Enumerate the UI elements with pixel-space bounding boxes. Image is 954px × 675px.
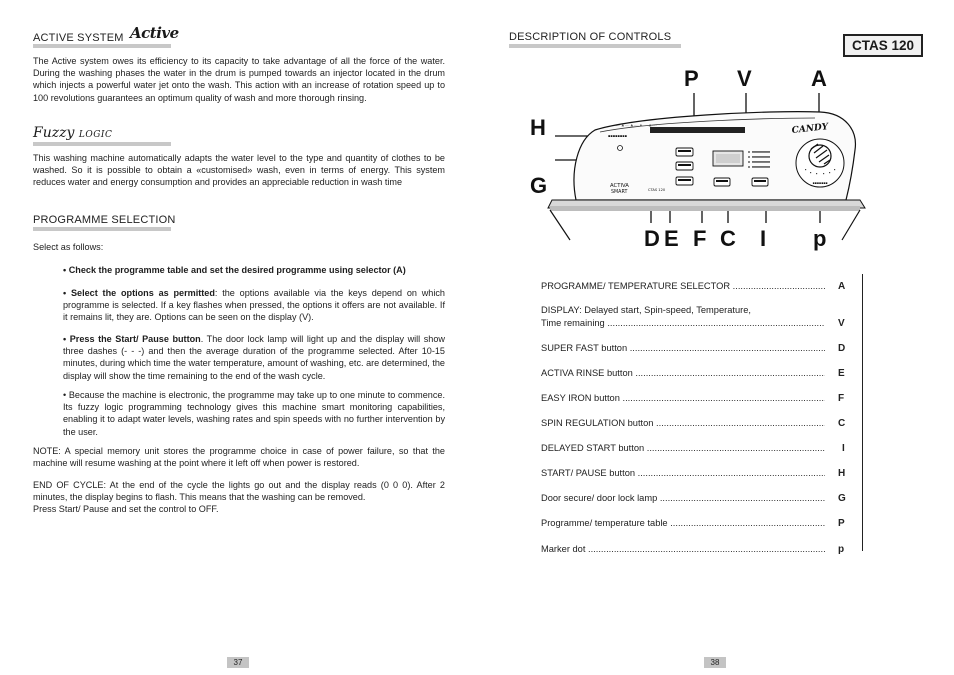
control-letter: p bbox=[838, 544, 845, 555]
control-letter: P bbox=[838, 518, 845, 529]
label-v: V bbox=[737, 66, 752, 91]
bullet-press-start-text: . The door lock lamp will light up and the display will show three dashes (- - -) and then the average duration of the programme selected. After 10-15 minutes, during which time the water temperature, amount of washing, etc. are determined, the display will show the time remaining to the end of the wash cycle. bbox=[63, 334, 445, 381]
bullet-check-table: • Check the programme table and set the desired programme using selector (A) bbox=[63, 265, 406, 275]
divider bbox=[33, 227, 171, 231]
label-p-lower: p bbox=[813, 226, 827, 251]
label-p-upper: P bbox=[684, 66, 699, 91]
end-of-cycle-paragraph: END OF CYCLE: At the end of the cycle the lights go out and the display reads (0 0 0). After 2 minutes, the display begins to flash. This means that the washing can be removed. bbox=[33, 480, 445, 503]
active-system-title: ACTIVE SYSTEM bbox=[33, 32, 124, 44]
control-label: EASY IRON button ..... bbox=[541, 393, 825, 403]
control-label: DELAYED START button ..... bbox=[541, 443, 825, 453]
label-h: H bbox=[530, 115, 546, 140]
page-number-left: 37 bbox=[227, 657, 249, 668]
control-label: DISPLAY: Delayed start, Spin-speed, Temperature, bbox=[541, 305, 751, 315]
control-label: ACTIVA RINSE button ..... bbox=[541, 368, 825, 378]
control-label: SPIN REGULATION button ..... bbox=[541, 418, 825, 428]
model-badge: CTAS 120 bbox=[843, 34, 923, 57]
divider bbox=[33, 142, 171, 146]
panel-model-text: CTAS 120 bbox=[648, 188, 666, 192]
divider bbox=[33, 44, 171, 48]
bullet-electronic: • Because the machine is electronic, the programme may take up to one minute to commence. Its fuzzy logic programming technology gives this machine smart monitoring capabilities, enabling it to adapt water levels, washing rates and spin speeds with no further intervention by the user. bbox=[63, 390, 445, 437]
label-d: D bbox=[644, 226, 660, 251]
control-letter: H bbox=[838, 468, 846, 479]
control-letter: D bbox=[838, 343, 846, 354]
label-i: I bbox=[760, 226, 767, 251]
page-number-right: 38 bbox=[704, 657, 726, 668]
label-a: A bbox=[811, 66, 827, 91]
label-f: F bbox=[693, 226, 707, 251]
bullet-press-start bbox=[63, 333, 445, 382]
note-paragraph: NOTE: A special memory unit stores the programme choice in case of power failure, so that the machine will resume washing at the point where it left off when power is restored. bbox=[33, 446, 445, 469]
bullet-press-start-bold: • Press the Start/ Pause button bbox=[63, 334, 201, 344]
panel-lamp-text: ▪▪▪▪▪▪▪▪ bbox=[608, 134, 627, 138]
control-letter: V bbox=[838, 318, 845, 329]
control-letter: A bbox=[838, 281, 846, 292]
end-of-cycle-instruction: Press Start/ Pause and set the control to OFF. bbox=[33, 504, 219, 514]
divider bbox=[509, 44, 681, 48]
control-label: Door secure/ door lock lamp ..... bbox=[541, 493, 825, 503]
label-e: E bbox=[664, 226, 679, 251]
bullet-select-options bbox=[63, 287, 445, 324]
panel-smart-text: SMART bbox=[611, 190, 628, 195]
panel-strip-text: ..... ▲ .... ▲ .... ▲ .... ▲ .... bbox=[615, 123, 657, 127]
fuzzy-logic-paragraph: This washing machine automatically adapts the water level to the type and quantity of clothes to be washed. So it is possible to obtain a «customised» wash, even in terms of energy. This system reduces water and energy consumption and provides an appreciable reduction in wash time bbox=[33, 153, 445, 188]
select-as-follows: Select as follows: bbox=[33, 242, 104, 252]
control-label: Marker dot ..... bbox=[541, 544, 825, 554]
fuzzy-logic-logo bbox=[33, 125, 112, 141]
control-label: PROGRAMME/ TEMPERATURE SELECTOR ..... bbox=[541, 281, 825, 291]
control-label: Programme/ temperature table ..... bbox=[541, 518, 825, 528]
description-of-controls-title: DESCRIPTION OF CONTROLS bbox=[509, 31, 672, 43]
panel-brand: CANDY bbox=[791, 122, 829, 136]
fuzzy-logo-word: Fuzzy bbox=[33, 125, 75, 141]
bullet-select-options-bold: • Select the options as permitted bbox=[63, 288, 215, 298]
control-label: SUPER FAST button ..... bbox=[541, 343, 825, 353]
control-panel-diagram bbox=[520, 60, 870, 260]
control-letter: F bbox=[838, 393, 845, 404]
programme-table-text: ▪▪▪▪▪▪▪ bbox=[812, 181, 828, 185]
control-letter: G bbox=[838, 493, 846, 504]
control-letter: E bbox=[838, 368, 845, 379]
panel-activa-text: ACTIVA bbox=[610, 183, 629, 189]
control-label: Time remaining ..... bbox=[541, 318, 825, 328]
control-label: START/ PAUSE button ..... bbox=[541, 468, 825, 478]
bullet-select-options-text: : the options available via the keys depend on which programme is selected. If a key flashes when pressed, the options it offers are not available. If it remains lit, they are. Options can be seen on the display (V). bbox=[63, 288, 445, 323]
active-logo: Active bbox=[130, 24, 179, 42]
list-vertical-rule bbox=[862, 274, 863, 551]
control-letter: I bbox=[842, 443, 845, 454]
logic-logo-word: LOGIC bbox=[78, 130, 113, 140]
programme-selection-title: PROGRAMME SELECTION bbox=[33, 214, 176, 226]
label-g: G bbox=[530, 173, 548, 198]
active-system-paragraph: The Active system owes its efficiency to its capacity to take advantage of all the force of the water. During the washing phases the water in the drum is pumped towards an injector located in the drum which injects a powerful water jet onto the wash. This action with an increase of rotation speed up to 100 revolutions guarantees an optimum quality of wash and more thorough rinsing. bbox=[33, 56, 445, 103]
control-letter: C bbox=[838, 418, 846, 429]
label-c: C bbox=[720, 226, 736, 251]
